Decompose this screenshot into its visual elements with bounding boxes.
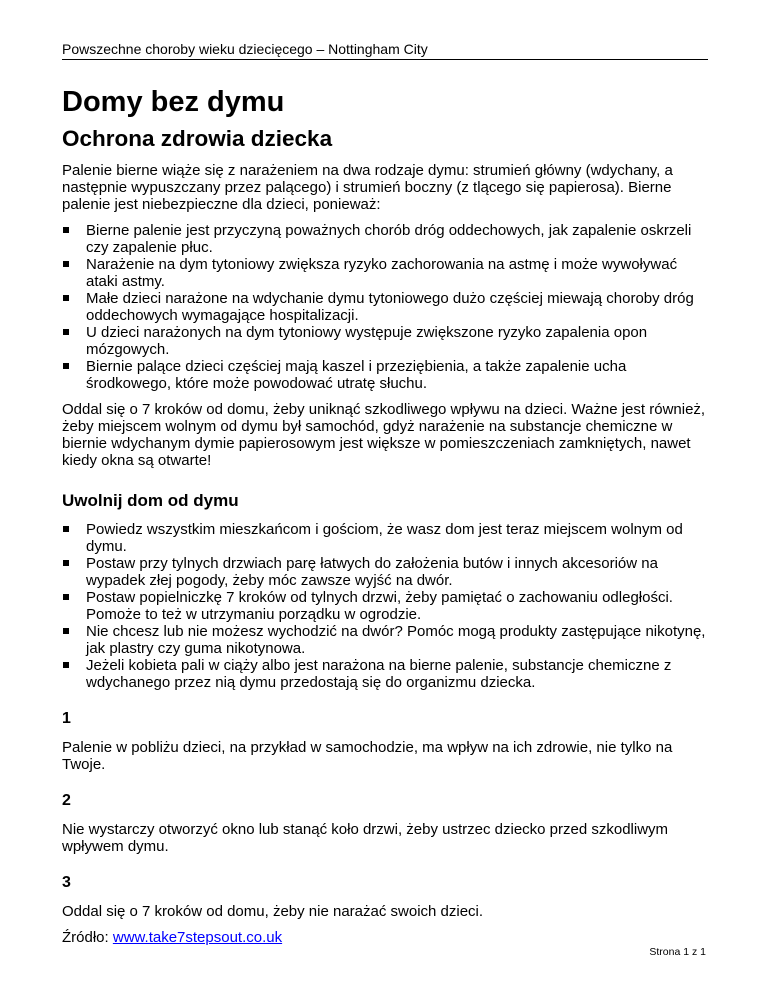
running-header: Powszechne choroby wieku dziecięcego – Nottingham City bbox=[62, 40, 708, 60]
list-item: Nie chcesz lub nie możesz wychodzić na dwór? Pomóc mogą produkty zastępujące nikotynę, jak plastry czy guma nikotynowa. bbox=[62, 623, 712, 657]
point-number: 1 bbox=[62, 710, 71, 727]
list-item: Bierne palenie jest przyczyną poważnych chorób dróg oddechowych, jak zapalenie oskrzeli czy zapalenie płuc. bbox=[62, 222, 712, 256]
list-item: Postaw przy tylnych drzwiach parę łatwych do założenia butów i innych akcesoriów na wypadek złej pogody, żeby móc zawsze wyjść na dwór. bbox=[62, 555, 712, 589]
list-item: Małe dzieci narażone na wdychanie dymu tytoniowego dużo częściej miewają choroby dróg oddechowych wymagające hospitalizacji. bbox=[62, 290, 712, 324]
page-title: Domy bez dymu bbox=[62, 86, 285, 118]
source-label: Źródło: bbox=[62, 929, 109, 946]
document-body bbox=[62, 84, 712, 955]
point-number: 3 bbox=[62, 874, 71, 891]
source-line bbox=[62, 929, 712, 946]
list-item: Postaw popielniczkę 7 kroków od tylnych drzwi, żeby pamiętać o zachowaniu odległości. Pomoże to też w utrzymaniu porządku w ogrodzie. bbox=[62, 589, 712, 623]
list-item: Narażenie na dym tytoniowy zwiększa ryzyko zachorowania na astmę i może wywoływać ataki astmy. bbox=[62, 256, 712, 290]
intro-paragraph: Palenie bierne wiąże się z narażeniem na dwa rodzaje dymu: strumień główny (wdychany, a następnie wypuszczany przez palącego) i strumień boczny (z tlącego się papierosa). Bierne palenie jest niebezpieczne dla dzieci, ponieważ: bbox=[62, 162, 673, 213]
page-subtitle: Ochrona zdrowia dziecka bbox=[62, 126, 333, 151]
list-item: Powiedz wszystkim mieszkańcom i gościom, że wasz dom jest teraz miejscem wolnym od dymu. bbox=[62, 521, 712, 555]
point-number: 2 bbox=[62, 792, 71, 809]
page-number: Strona 1 z 1 bbox=[649, 946, 706, 958]
risks-list bbox=[62, 222, 712, 392]
tips-list bbox=[62, 521, 712, 691]
point-text: Nie wystarczy otworzyć okno lub stanąć koło drzwi, żeby ustrzec dziecko przed szkodliwym wpływem dymu. bbox=[62, 821, 669, 855]
source-link[interactable]: www.take7stepsout.co.uk bbox=[112, 929, 283, 946]
list-item: Jeżeli kobieta pali w ciąży albo jest narażona na bierne palenie, substancje chemiczne z wdychanego przez nią dymu przedostają się do organizmu dziecka. bbox=[62, 657, 712, 691]
section-heading: Uwolnij dom od dymu bbox=[62, 491, 239, 510]
point-text: Oddal się o 7 kroków od domu, żeby nie narażać swoich dzieci. bbox=[62, 903, 484, 920]
list-item: Biernie palące dzieci częściej mają kaszel i przeziębienia, a także zapalenie ucha środkowego, które może powodować utratę słuchu. bbox=[62, 358, 712, 392]
point-text: Palenie w pobliżu dzieci, na przykład w samochodzie, ma wpływ na ich zdrowie, nie tylko na Twoje. bbox=[62, 739, 673, 773]
advice-paragraph: Oddal się o 7 kroków od domu, żeby uniknąć szkodliwego wpływu na dzieci. Ważne jest również, żeby miejscem wolnym od dymu był samochód, gdyż narażenie na substancje chemiczne w biernie wdychanym dymie papierosowym jest większe w pomieszczeniach zamkniętych, nawet kiedy okna są otwarte! bbox=[62, 401, 706, 469]
list-item: U dzieci narażonych na dym tytoniowy występuje zwiększone ryzyko zapalenia opon mózgowych. bbox=[62, 324, 712, 358]
